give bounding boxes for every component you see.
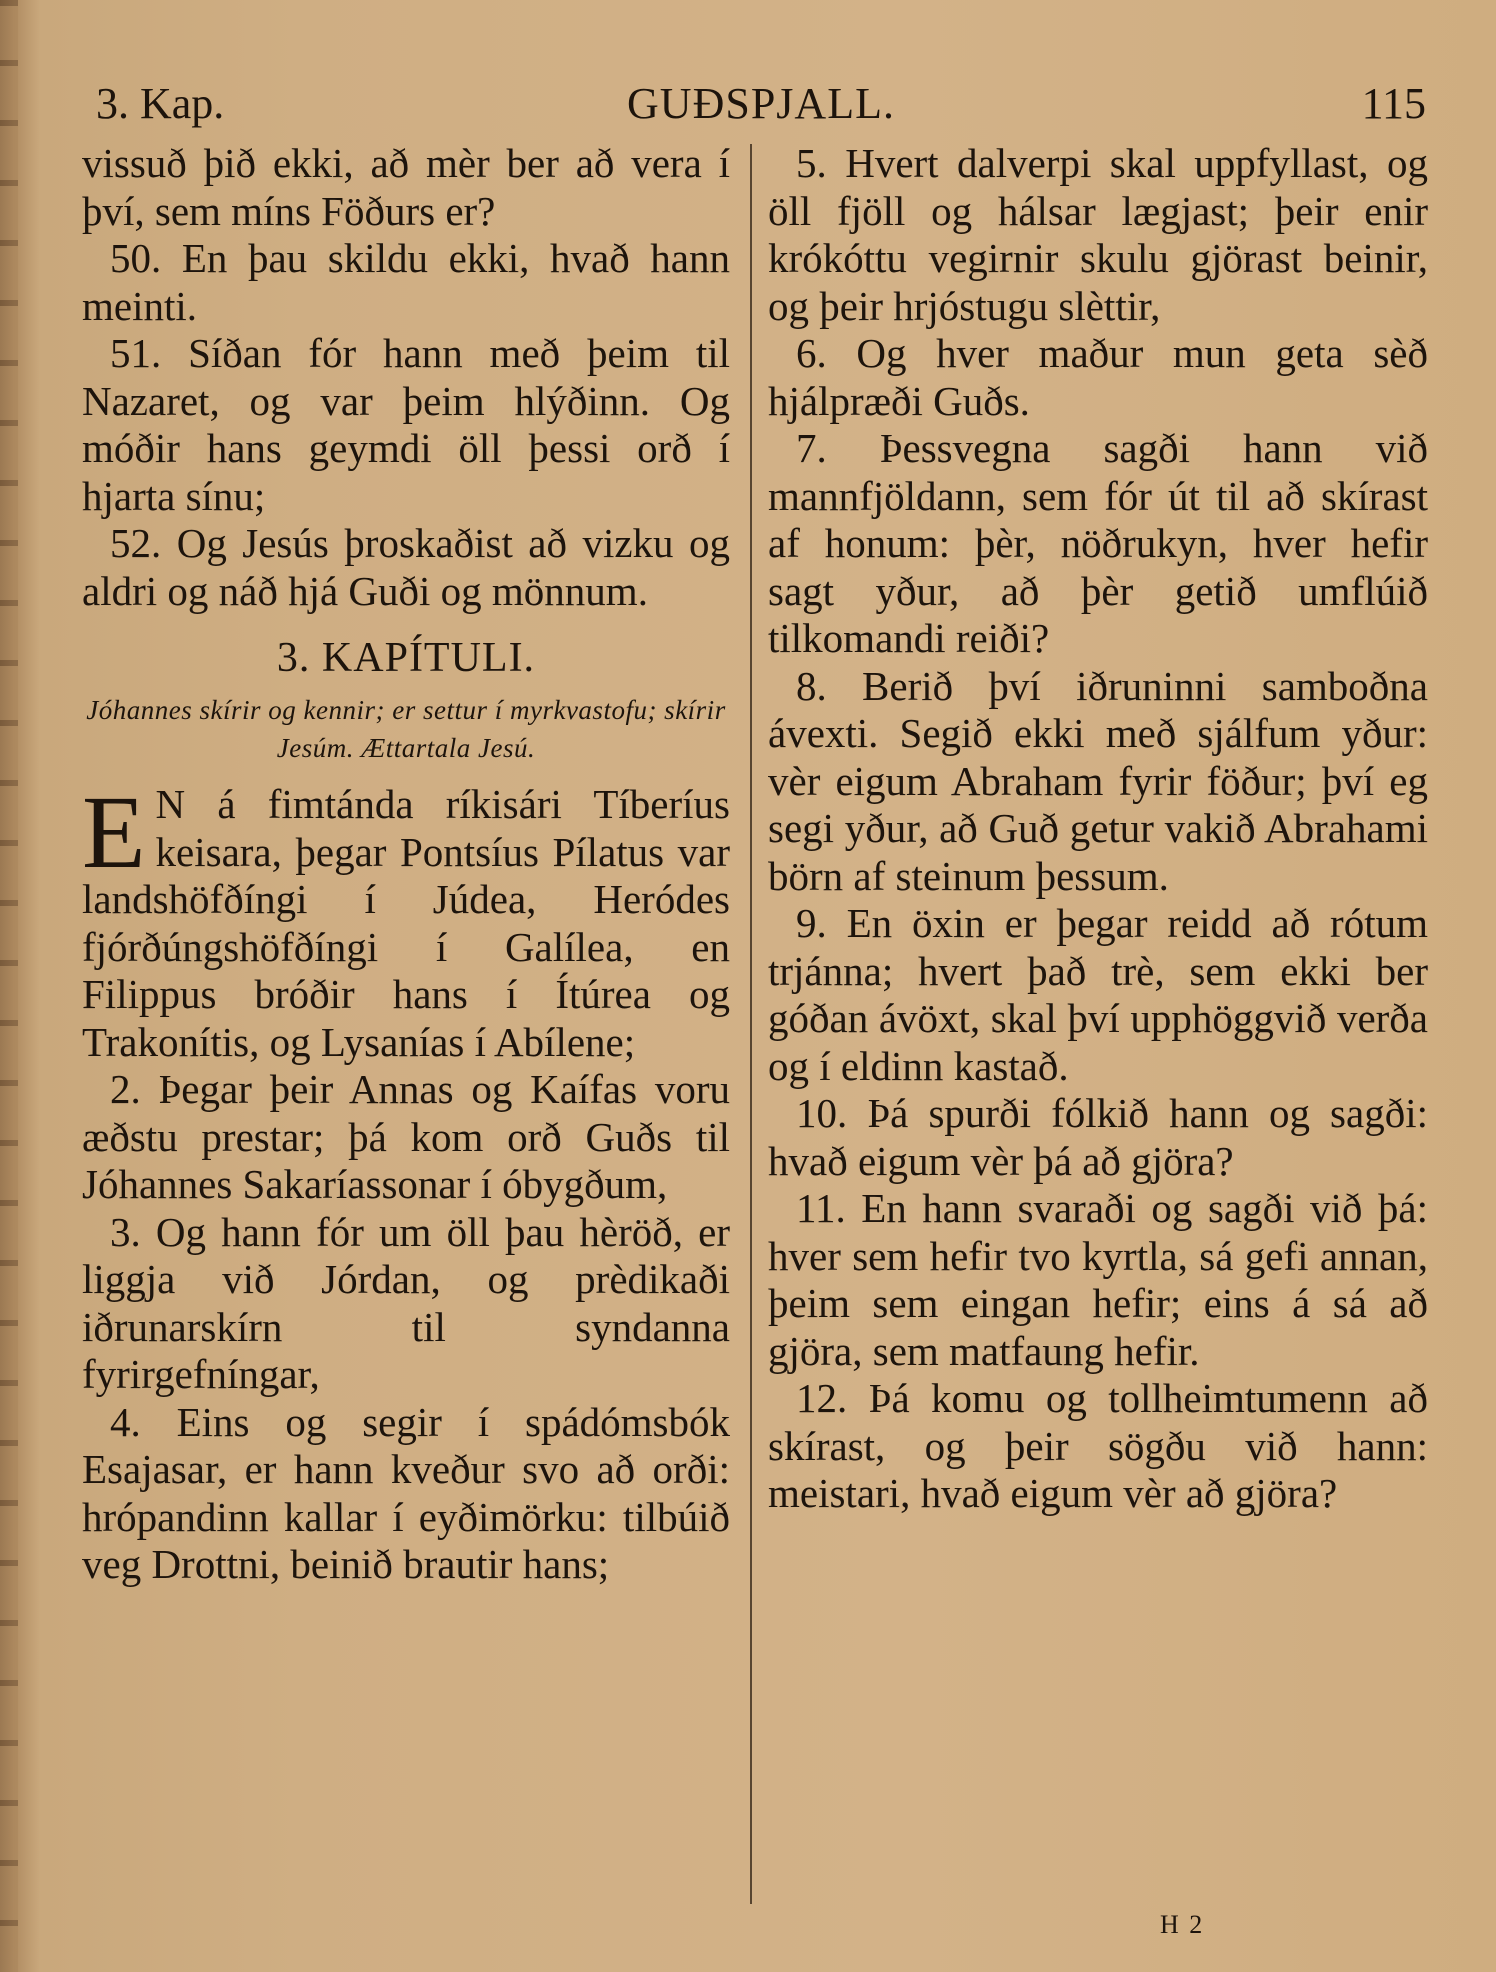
verse-10: 10. Þá spurði fólkið hann og sagði: hvað eigum vèr þá að gjöra? bbox=[768, 1090, 1428, 1184]
verse-50: 50. En þau skildu ekki, hvað hann meinti. bbox=[82, 235, 730, 329]
verse-11: 11. En hann svaraði og sagði við þá: hver sem hefir tvo kyrtla, sá gefi annan, þeim sem eingan hefir; eins á sá að gjöra, sem matfaung hefir. bbox=[768, 1185, 1428, 1374]
verse-52: 52. Og Jesús þroskaðist að vizku og aldri og náð hjá Guði og mönnum. bbox=[82, 520, 730, 614]
running-header bbox=[96, 76, 1426, 132]
verse-51: 51. Síðan fór hann með þeim til Nazaret, og var þeim hlýðinn. Og móðir hans geymdi öll þessi orð í hjarta sínu; bbox=[82, 330, 730, 519]
verse-5: 5. Hvert dalverpi skal uppfyllast, og öll fjöll og hálsar lægjast; þeir enir krókóttu vegirnir skulu gjörast beinir, og þeir hrjóstugu slèttir, bbox=[768, 140, 1428, 329]
right-column bbox=[768, 140, 1428, 1518]
verse-1 bbox=[82, 775, 730, 1066]
verse-6: 6. Og hver maður mun geta sèð hjálpræði Guðs. bbox=[768, 330, 1428, 424]
verse-3: 3. Og hann fór um öll þau hèröð, er liggja við Jórdan, og prèdikaði iðrunarskírn til syndanna fyrirgefníngar, bbox=[82, 1208, 730, 1397]
verse-12: 12. Þá komu og tollheimtumenn að skírast, og þeir sögðu við hann: meistari, hvað eigum vèr að gjöra? bbox=[768, 1375, 1428, 1516]
binding-gutter bbox=[0, 0, 18, 1972]
verse-2: 2. Þegar þeir Annas og Kaífas voru æðstu prestar; þá kom orð Guðs til Jóhannes Sakaríassonar í óbygðum, bbox=[82, 1066, 730, 1207]
verse-7: 7. Þessvegna sagði hann við mannfjöldann, sem fór út til að skírast af honum: þèr, nöðrukyn, hver hefir sagt yður, að þèr getið umflúið tilkomandi reiði? bbox=[768, 425, 1428, 661]
left-column bbox=[82, 140, 730, 1589]
verse-8: 8. Berið því iðruninni samboðna ávexti. Segið ekki með sjálfum yður: vèr eigum Abraham fyrir föður; því eg segi yður, að Guð getur vakið Abrahami börn af steinum þessum. bbox=[768, 662, 1428, 899]
verse-1-text: N á fimtánda ríkisári Tíberíus keisara, þegar Pontsíus Pílatus var landshöfðíngi í Júdea, Heródes fjórðúngshöfðíngi í Galílea, en Filippus bróðir hans í Ítúrea og Trakonítis, og Lysanías í Abílene; bbox=[82, 781, 730, 1065]
chapter-label: 3. Kap. bbox=[96, 79, 225, 128]
page-number: 115 bbox=[1361, 79, 1426, 128]
column-divider bbox=[750, 144, 752, 1904]
chapter-summary: Jóhannes skírir og kennir; er settur í myrkvastofu; skírir Jesúm. Ættartala Jesú. bbox=[86, 695, 726, 763]
paragraph-continuation: vissuð þið ekki, að mèr ber að vera í því, sem míns Föðurs er? bbox=[82, 140, 730, 234]
running-title: GUÐSPJALL. bbox=[627, 79, 895, 128]
verse-9: 9. En öxin er þegar reidd að rótum trjánna; hvert það trè, sem ekki ber góðan ávöxt, skal því upphöggvið verða og í eldinn kastað. bbox=[768, 900, 1428, 1089]
chapter-title: 3. KAPÍTULI. bbox=[276, 635, 536, 681]
drop-cap: E bbox=[82, 775, 146, 890]
verse-4: 4. Eins og segir í spádómsbók Esajasar, er hann kveður svo að orði: hrópandinn kallar í eyðimörku: tilbúið veg Drottni, beinið brautir hans; bbox=[82, 1398, 730, 1587]
signature-mark: H 2 bbox=[1160, 1910, 1205, 1939]
